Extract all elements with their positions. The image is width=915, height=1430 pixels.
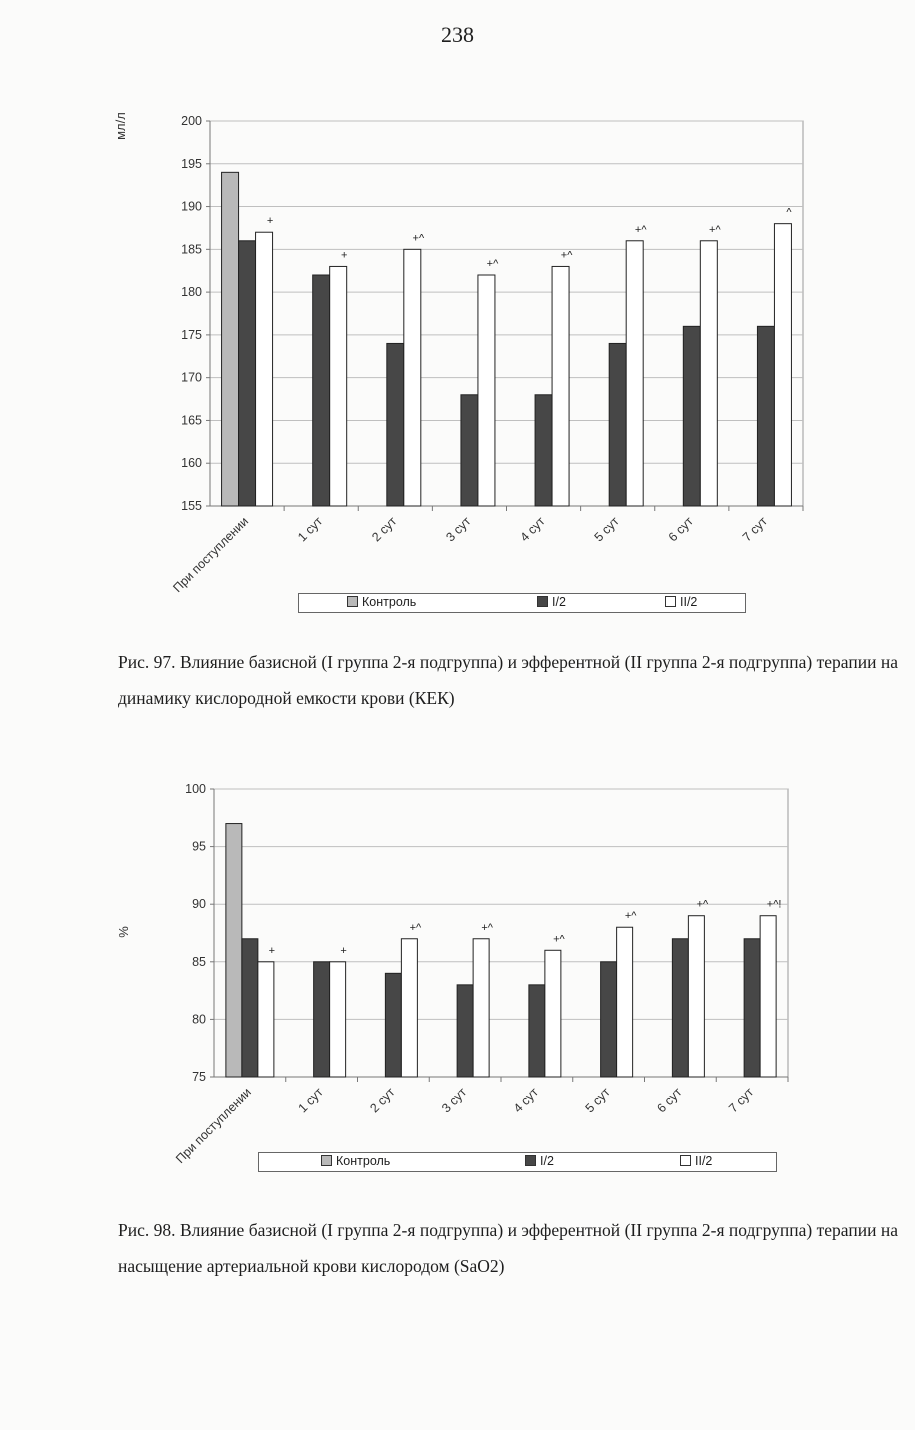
bar-i2 — [744, 939, 760, 1077]
bar-ii2 — [473, 939, 489, 1077]
significance-mark: +^ — [486, 258, 499, 270]
page-number: 238 — [441, 22, 474, 47]
bar-ii2 — [774, 224, 791, 506]
oxygen-capacity-chart — [0, 80, 915, 600]
significance-mark: + — [268, 944, 276, 957]
chart2-legend — [258, 1152, 777, 1172]
significance-mark: +^ — [696, 898, 709, 911]
bar-i2 — [242, 939, 258, 1077]
bar-ii2 — [330, 266, 347, 506]
bar-i2 — [461, 395, 478, 506]
bar-i2 — [239, 241, 256, 506]
bar-i2 — [757, 326, 774, 506]
legend-label-i2: I/2 — [540, 1154, 554, 1168]
y-tick-label: 85 — [192, 954, 206, 969]
y-tick-label: 100 — [185, 782, 206, 796]
x-tick-label: 1 сут — [295, 1085, 326, 1116]
x-tick-label: 5 сут — [591, 514, 622, 545]
bar-i2 — [672, 939, 688, 1077]
figure-98-caption: Рис. 98. Влияние базисной (I группа 2-я подгруппа) и эфферентной (II группа 2-я подгруппа) терапии на насыщение артериальной крови кислородом (SaO2) — [118, 1220, 898, 1276]
legend-swatch-ii2 — [680, 1155, 691, 1166]
bar-ii2 — [700, 241, 717, 506]
x-tick-label: 5 сут — [582, 1085, 613, 1116]
legend-label-control: Контроль — [336, 1154, 391, 1168]
significance-mark: + — [266, 215, 274, 228]
bar-ii2 — [552, 266, 569, 506]
legend-item-control — [321, 1154, 390, 1168]
x-tick-label: При поступлении — [170, 514, 252, 596]
significance-mark: +^ — [560, 249, 573, 262]
legend-swatch-control — [321, 1155, 332, 1166]
y-tick-label: 175 — [181, 327, 202, 342]
x-tick-label: 6 сут — [665, 514, 696, 545]
bar-i2 — [385, 973, 401, 1077]
y-tick-label: 80 — [192, 1012, 206, 1027]
bar-i2 — [601, 962, 617, 1077]
y-tick-label: 180 — [181, 285, 202, 300]
bar-i2 — [683, 326, 700, 506]
bar-i2 — [387, 343, 404, 506]
chart1-legend — [298, 593, 746, 613]
y-tick-label: 95 — [192, 839, 206, 854]
bar-ii2 — [256, 232, 273, 506]
bar-i2 — [609, 343, 626, 506]
y-tick-label: 90 — [192, 897, 206, 912]
y-tick-label: 155 — [181, 499, 202, 513]
x-tick-label: 6 сут — [654, 1085, 685, 1116]
bar-i2 — [535, 395, 552, 506]
y-axis-label: мл/л — [113, 112, 128, 140]
y-tick-label: 160 — [181, 456, 202, 471]
legend-item-ii2 — [665, 595, 697, 609]
bar-ii2 — [617, 927, 633, 1077]
y-axis-label: % — [116, 926, 131, 938]
legend-label-i2: I/2 — [552, 595, 566, 609]
x-tick-label: 2 сут — [369, 514, 400, 545]
bar-ii2 — [401, 939, 417, 1077]
y-tick-label: 195 — [181, 156, 202, 171]
bar-control — [226, 824, 242, 1077]
figure-97-caption: Рис. 97. Влияние базисной (I группа 2-я подгруппа) и эфферентной (II группа 2-я подгруппа) терапии на динамику кислородной емкости крови (КЕК) — [118, 652, 898, 708]
x-tick-label: 4 сут — [517, 514, 548, 545]
significance-mark: +^ — [553, 933, 565, 946]
x-tick-label: 1 сут — [295, 514, 326, 545]
bar-ii2 — [545, 950, 561, 1077]
y-tick-label: 200 — [181, 114, 202, 128]
significance-mark: + — [340, 249, 348, 262]
y-tick-label: 75 — [192, 1070, 206, 1084]
bar-ii2 — [688, 916, 704, 1077]
bar-i2 — [529, 985, 545, 1077]
bar-ii2 — [330, 962, 346, 1077]
x-tick-label: 3 сут — [439, 1085, 470, 1116]
bar-control — [222, 172, 239, 506]
x-tick-label: 2 сут — [367, 1085, 398, 1116]
legend-swatch-i2 — [537, 596, 548, 607]
bar-ii2 — [258, 962, 274, 1077]
y-tick-label: 190 — [181, 199, 202, 214]
bar-i2 — [457, 985, 473, 1077]
x-tick-label: 3 сут — [443, 514, 474, 545]
x-tick-label: 7 сут — [726, 1085, 757, 1116]
bar-ii2 — [760, 916, 776, 1077]
significance-mark: +^! — [766, 898, 782, 911]
legend-item-i2 — [537, 595, 566, 609]
bar-ii2 — [626, 241, 643, 506]
legend-swatch-i2 — [525, 1155, 536, 1166]
x-tick-label: 4 сут — [510, 1085, 541, 1116]
significance-mark: +^ — [409, 921, 422, 934]
y-tick-label: 170 — [181, 370, 202, 385]
y-tick-label: 165 — [181, 413, 202, 428]
significance-mark: +^ — [709, 223, 721, 236]
bar-ii2 — [404, 249, 421, 506]
bar-ii2 — [478, 275, 495, 506]
significance-mark: +^ — [481, 921, 493, 934]
legend-label-ii2: II/2 — [680, 595, 698, 609]
y-tick-label: 185 — [181, 242, 202, 257]
x-tick-label: При поступлении — [173, 1085, 254, 1167]
sao2-chart — [0, 760, 915, 1180]
legend-swatch-control — [347, 596, 358, 607]
significance-mark: +^ — [412, 232, 425, 245]
x-tick-label: 7 сут — [739, 514, 771, 545]
significance-mark: + — [340, 944, 347, 957]
significance-mark: +^ — [634, 223, 647, 236]
legend-label-control: Контроль — [362, 595, 417, 609]
significance-mark: +^ — [624, 910, 637, 923]
legend-label-ii2: II/2 — [695, 1154, 713, 1168]
significance-mark: ^ — [786, 206, 792, 219]
legend-item-control — [347, 595, 416, 609]
legend-swatch-ii2 — [665, 596, 676, 607]
bar-i2 — [314, 962, 330, 1077]
bar-i2 — [313, 275, 330, 506]
legend-item-i2 — [525, 1154, 554, 1168]
legend-item-ii2 — [680, 1154, 712, 1168]
